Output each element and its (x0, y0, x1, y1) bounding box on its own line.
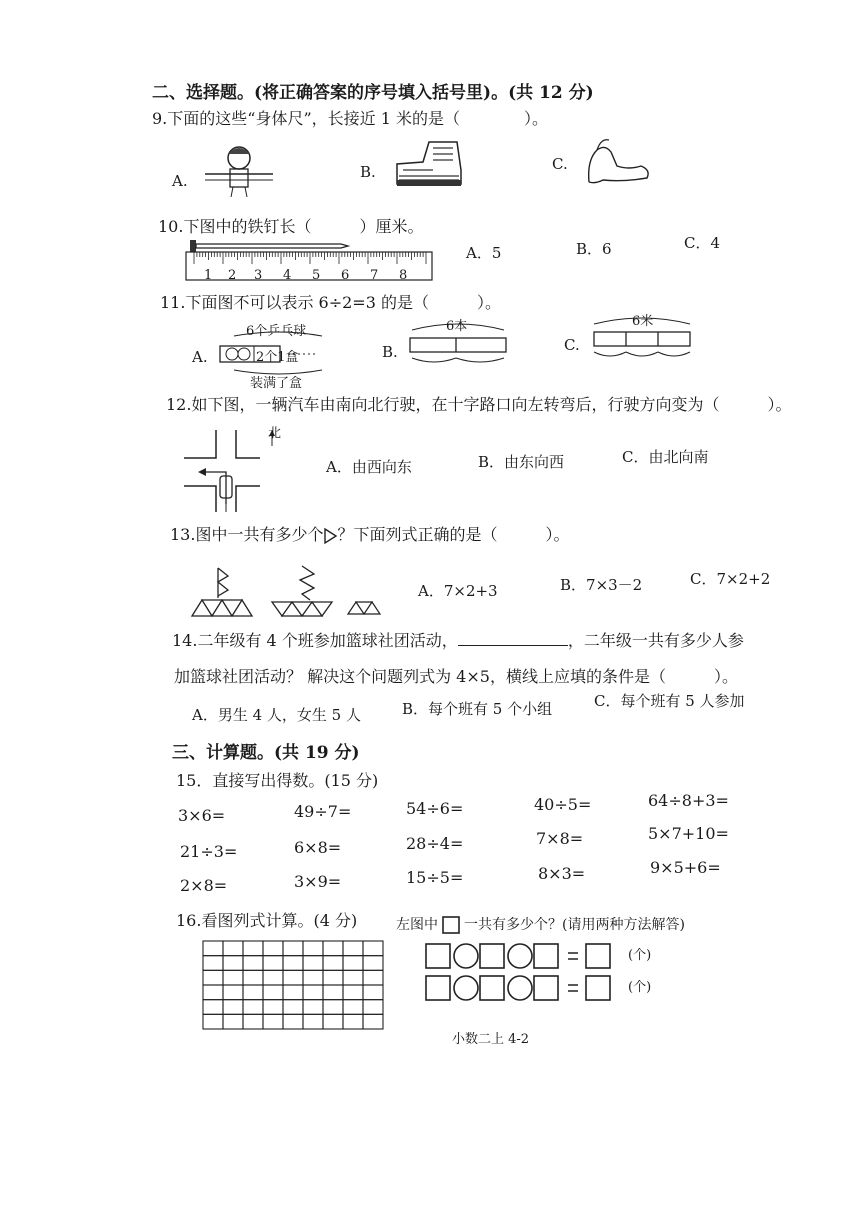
grid-cell (283, 985, 303, 1000)
grid-cell (243, 956, 263, 971)
operator-circle (508, 976, 532, 1000)
grid-cell (363, 970, 383, 985)
nail-head (190, 240, 196, 252)
grid-cell (223, 941, 243, 956)
grid-cell (263, 1000, 283, 1015)
calc-item: 28÷4= (406, 834, 464, 853)
grid-cell (343, 956, 363, 971)
answer-box (426, 944, 450, 968)
grid-cell (283, 1014, 303, 1029)
q14-line2: 加篮球社团活动？ 解决这个问题列式为 4×5，横线上应填的条件是（ ）。 (174, 667, 738, 686)
grid-cell (263, 941, 283, 956)
nail-body (196, 244, 348, 248)
q16-question-after: 一共有多少个？(请用两种方法解答) (464, 917, 685, 933)
calc-item: 40÷5= (534, 795, 592, 814)
q13-stem (170, 522, 569, 545)
grid-cell (243, 1000, 263, 1015)
grid-cell (363, 941, 383, 956)
q10-option-a: A．5 (466, 244, 502, 262)
grid-cell (323, 1014, 343, 1029)
answer-box (480, 976, 504, 1000)
answer-row-1 (426, 944, 610, 968)
ruler-label: 6 (341, 268, 350, 283)
ruler-label: 4 (283, 268, 292, 283)
calc-item: 3×6= (178, 806, 226, 825)
grid-cell (343, 1000, 363, 1015)
ruler-tick-marks (194, 252, 426, 264)
q13-option-b: B．7×3－2 (560, 576, 643, 594)
grid-cell (303, 956, 323, 971)
q13-stem-after: ？下面列式正确的是（ ）。 (337, 525, 570, 544)
grid-cell (243, 970, 263, 985)
grid-cell (303, 1000, 323, 1015)
q10-option-b: B．6 (576, 240, 612, 258)
grid-cell (223, 956, 243, 971)
grid-cell (263, 1014, 283, 1029)
q14-line1 (172, 628, 744, 651)
grid-cell (343, 970, 363, 985)
calc-item: 49÷7= (294, 802, 352, 821)
grid-cell (343, 1014, 363, 1029)
q10-option-c: C．4 (684, 234, 721, 252)
shoe-icon (393, 140, 465, 188)
answer-box (534, 944, 558, 968)
q16-square-grid (202, 940, 384, 1030)
q10-stem: 10.下图中的铁钉长（ ）厘米。 (158, 217, 424, 236)
grid-cell (283, 1000, 303, 1015)
q9-option-c: C. (552, 155, 568, 173)
q11-option-c: C. (564, 336, 580, 354)
section-3-title: 三、计算题。(共 19 分) (172, 743, 360, 763)
q14-option-c: C．每个班有 5 人参加 (594, 692, 745, 710)
page-footer-label: 小数二上 4-2 (452, 1032, 530, 1047)
q11-option-a: A. (192, 348, 208, 366)
grid-cell (283, 941, 303, 956)
q16-answer-boxes (424, 942, 624, 1006)
calc-item: 15÷5= (406, 868, 464, 887)
q16-question (396, 914, 685, 934)
ruler-label: 3 (254, 268, 263, 283)
calc-item: 2×8= (180, 876, 228, 895)
grid-cell (203, 985, 223, 1000)
operator-circle (454, 944, 478, 968)
q12-option-b: B．由东向西 (478, 453, 565, 471)
grid-cell (223, 1000, 243, 1015)
grid-cell (263, 985, 283, 1000)
grid-cell (323, 956, 343, 971)
grid-cell (303, 970, 323, 985)
q9-option-b: B. (360, 163, 376, 181)
q9-stem: 9.下面的这些“身体尺”，长接近 1 米的是（ ）。 (152, 109, 548, 128)
q13-stem-before: 13.图中一共有多少个 (170, 525, 324, 544)
grid-cell (363, 1014, 383, 1029)
q13-triangle-figures (188, 562, 388, 618)
q11-option-b: B. (382, 343, 398, 361)
q9-option-a: A. (172, 172, 188, 190)
q11-c-top-label: 6米 (632, 314, 654, 329)
grid-cell (323, 1000, 343, 1015)
answer-box (426, 976, 450, 1000)
q14-line1-before: 14.二年级有 4 个班参加篮球社团活动， (172, 631, 458, 650)
q11-stem: 11.下面图不可以表示 6÷2=3 的是（ ）。 (160, 293, 501, 312)
calc-item: 9×5+6= (650, 858, 721, 877)
answer-row-2 (426, 976, 610, 1000)
grid-cell (323, 941, 343, 956)
q13-option-c: C．7×2+2 (690, 570, 771, 588)
section-2-title: 二、选择题。(将正确答案的序号填入括号里)。(共 12 分) (152, 83, 594, 103)
q13-option-a: A．7×2+3 (418, 582, 498, 600)
hand-span-icon (583, 130, 655, 186)
grid-cell (203, 941, 223, 956)
calc-item: 54÷6= (406, 799, 464, 818)
grid-cell (283, 956, 303, 971)
calc-item: 64÷8+3= (648, 791, 729, 810)
operator-circle (508, 944, 532, 968)
child-arms-spread-icon (203, 142, 275, 198)
grid-cell (323, 970, 343, 985)
result-box (586, 976, 610, 1000)
q14-option-a: A．男生 4 人，女生 5 人 (192, 706, 361, 724)
grid-cell (243, 941, 263, 956)
q12-stem: 12.如下图，一辆汽车由南向北行驶，在十字路口向左转弯后，行驶方向变为（ ）。 (166, 395, 792, 414)
calc-item: 21÷3= (180, 842, 238, 861)
ruler-label: 5 (312, 268, 321, 283)
grid-cell (283, 970, 303, 985)
q12-option-c: C．由北向南 (622, 448, 709, 466)
grid-cell (223, 1014, 243, 1029)
grid-cell (203, 1014, 223, 1029)
q11-b-top-label: 6本 (446, 319, 468, 334)
grid-cell (323, 985, 343, 1000)
grid-cell (243, 1014, 263, 1029)
grid-cell (303, 1014, 323, 1029)
q11-a-bottom-label: 装满了盒 (250, 376, 303, 391)
square-icon (442, 916, 460, 934)
calc-item: 8×3= (538, 864, 586, 883)
result-box (586, 944, 610, 968)
q14-line1-after: ，二年级一共有多少人参 (567, 631, 744, 650)
grid-cell (343, 941, 363, 956)
q15-stem: 15．直接写出得数。(15 分) (176, 771, 379, 790)
q11-a-top-label: 6个乒乓球 (246, 324, 307, 339)
grid-cell (203, 956, 223, 971)
q16-unit-2: (个) (628, 980, 652, 995)
grid-cell (303, 985, 323, 1000)
grid-cell (263, 956, 283, 971)
ruler-label: 7 (370, 268, 379, 283)
grid-cell (223, 985, 243, 1000)
ruler-label: 1 (204, 268, 213, 283)
grid-cell (203, 970, 223, 985)
triangle-icon (323, 528, 337, 544)
q12-option-a: A．由西向东 (326, 458, 412, 476)
north-label: 北 (268, 426, 282, 441)
q14-option-b: B．每个班有 5 个小组 (402, 700, 553, 718)
q14-answer-blank[interactable] (458, 631, 568, 646)
q16-unit-1: (个) (628, 948, 652, 963)
grid-cell (223, 970, 243, 985)
ruler-label: 2 (228, 268, 237, 283)
calc-item: 6×8= (294, 838, 342, 857)
grid-cell (363, 1000, 383, 1015)
grid-cell (363, 956, 383, 971)
q16-stem: 16.看图列式计算。(4 分) (176, 911, 358, 930)
grid-cell (363, 985, 383, 1000)
q16-question-before: 左图中 (396, 917, 438, 933)
ruler-label: 8 (399, 268, 408, 283)
grid-cell (203, 1000, 223, 1015)
answer-box (480, 944, 504, 968)
operator-circle (454, 976, 478, 1000)
q11-a-inner-label: 2个1盒 (256, 350, 299, 365)
calc-item: 5×7+10= (648, 824, 729, 843)
grid-cell (303, 941, 323, 956)
answer-box (534, 976, 558, 1000)
calc-item: 3×9= (294, 872, 342, 891)
calc-item: 7×8= (536, 829, 584, 848)
grid-cell (243, 985, 263, 1000)
grid-cell (343, 985, 363, 1000)
grid-cell (263, 970, 283, 985)
